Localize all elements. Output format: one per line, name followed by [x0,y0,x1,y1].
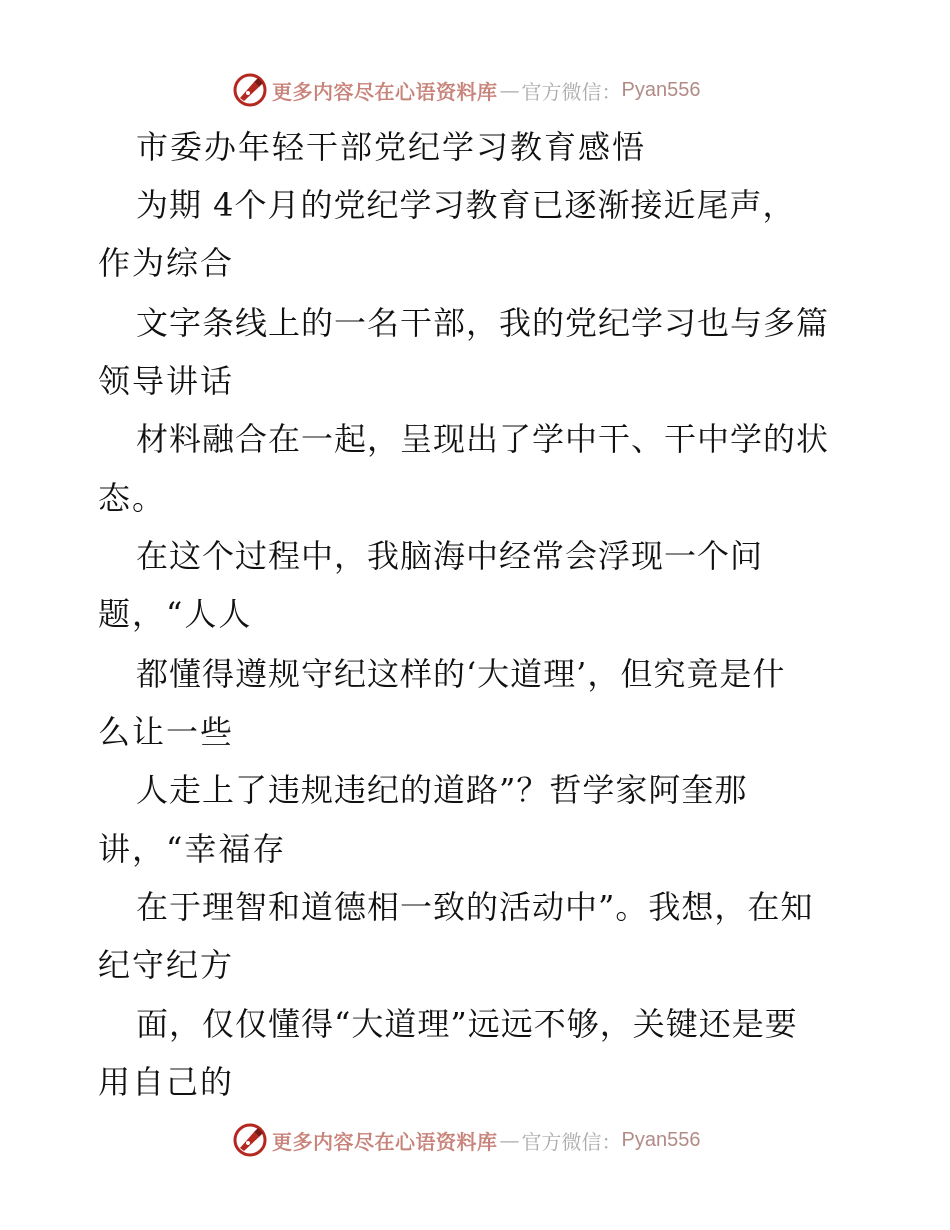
banner-dash: — [499,1128,520,1152]
wechat-id: Pyan556 [621,1128,701,1151]
paragraph-line: 纪守纪方 [98,946,235,984]
paragraph-line: 都懂得遵规守纪这样的‘大道理’，但究竟是什 [136,655,786,693]
paragraph-line: 领导讲话 [98,362,235,400]
paragraph-line: 在这个过程中，我脑海中经常会浮现一个问 [136,537,764,575]
paragraph-line: 么让一些 [98,713,235,751]
site-promo-text: 更多内容尽在心语资料库 [272,79,498,104]
pen-nib-logo-icon [232,72,268,108]
paragraph-line: 态。 [98,479,167,517]
paragraph-line: 为期 4个月的党纪学习教育已逐渐接近尾声， [136,186,796,224]
wechat-label: 官方微信： [521,79,622,104]
paragraph-line: 在于理智和道德相一致的活动中”。我想，在知 [136,888,814,926]
footer-banner [232,1120,700,1160]
paragraph-line: 用自己的 [98,1063,235,1101]
site-promo-text: 更多内容尽在心语资料库 [272,1129,498,1154]
paragraph-line: 人走上了违规违纪的道路”？哲学家阿奎那 [136,771,748,809]
paragraph-line: 文字条线上的一名干部，我的党纪学习也与多篇 [136,304,830,342]
header-banner [232,70,700,110]
paragraph-line: 讲，“幸福存 [98,830,287,868]
paragraph-line: 材料融合在一起，呈现出了学中干、干中学的状 [136,420,830,458]
wechat-label: 官方微信： [521,1129,622,1154]
pen-nib-logo-icon [232,1122,268,1158]
paragraph-line: 面，仅仅懂得“大道理”远远不够，关键还是要 [136,1005,798,1043]
paragraph-line: 题，“人人 [98,595,253,633]
paragraph-line: 作为综合 [98,244,235,282]
document-title: 市委办年轻干部党纪学习教育感悟 [136,128,647,166]
wechat-id: Pyan556 [621,78,701,101]
banner-dash: — [499,78,520,102]
